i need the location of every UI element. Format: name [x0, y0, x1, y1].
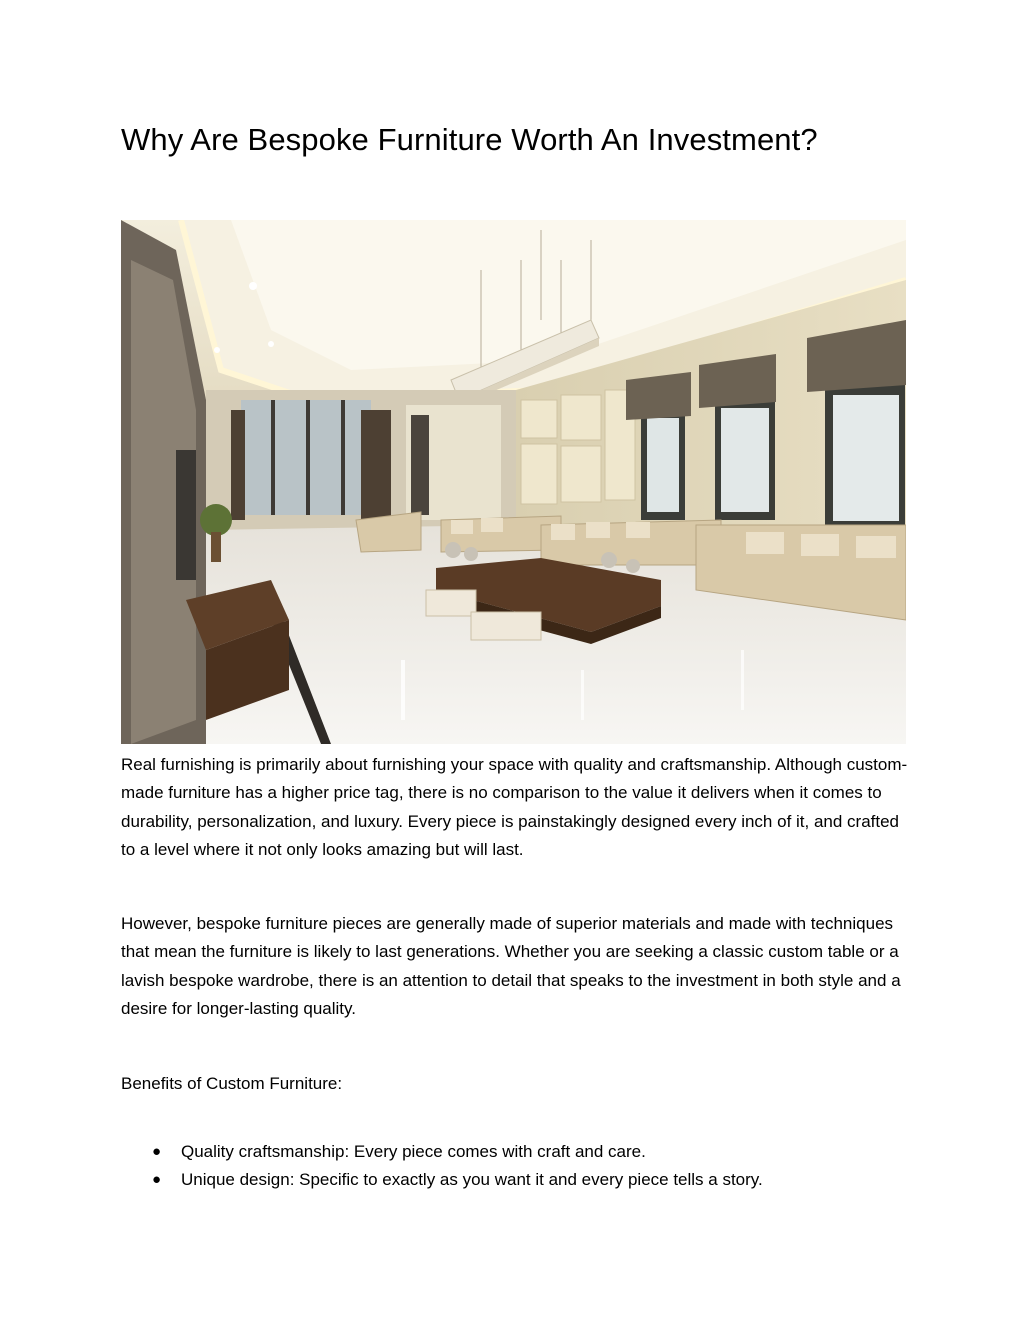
list-item	[121, 1166, 763, 1194]
page-title: Why Are Bespoke Furniture Worth An Investment?	[121, 122, 818, 157]
bullet-icon: ●	[152, 1171, 162, 1189]
bullet-icon: ●	[152, 1143, 162, 1160]
living-room-photo	[121, 220, 906, 744]
materials-paragraph: However, bespoke furniture pieces are generally made of superior materials and made with techniques that mean the furniture is likely to last generations. Whether you are seeking a classic custom table or a lavish bespoke wardrobe, there is an attention to detail that speaks to the investment in both style and a desire for longer-lasting quality.	[121, 914, 901, 1018]
benefits-list	[121, 1138, 763, 1195]
benefits-heading: Benefits of Custom Furniture:	[121, 1074, 343, 1093]
list-item	[121, 1138, 763, 1166]
list-item-text: Quality craftsmanship: Every piece comes with craft and care.	[181, 1142, 646, 1161]
list-item-text: Unique design: Specific to exactly as you want it and every piece tells a story.	[181, 1170, 763, 1190]
intro-paragraph: Real furnishing is primarily about furnishing your space with quality and craftsmanship. Although custom-made furniture has a higher price tag, there is no comparison to the value it delivers when it comes to durability, personalization, and luxury. Every piece is painstakingly designed every inch of it, and crafted to a level where it not only looks amazing but will last.	[121, 755, 908, 859]
